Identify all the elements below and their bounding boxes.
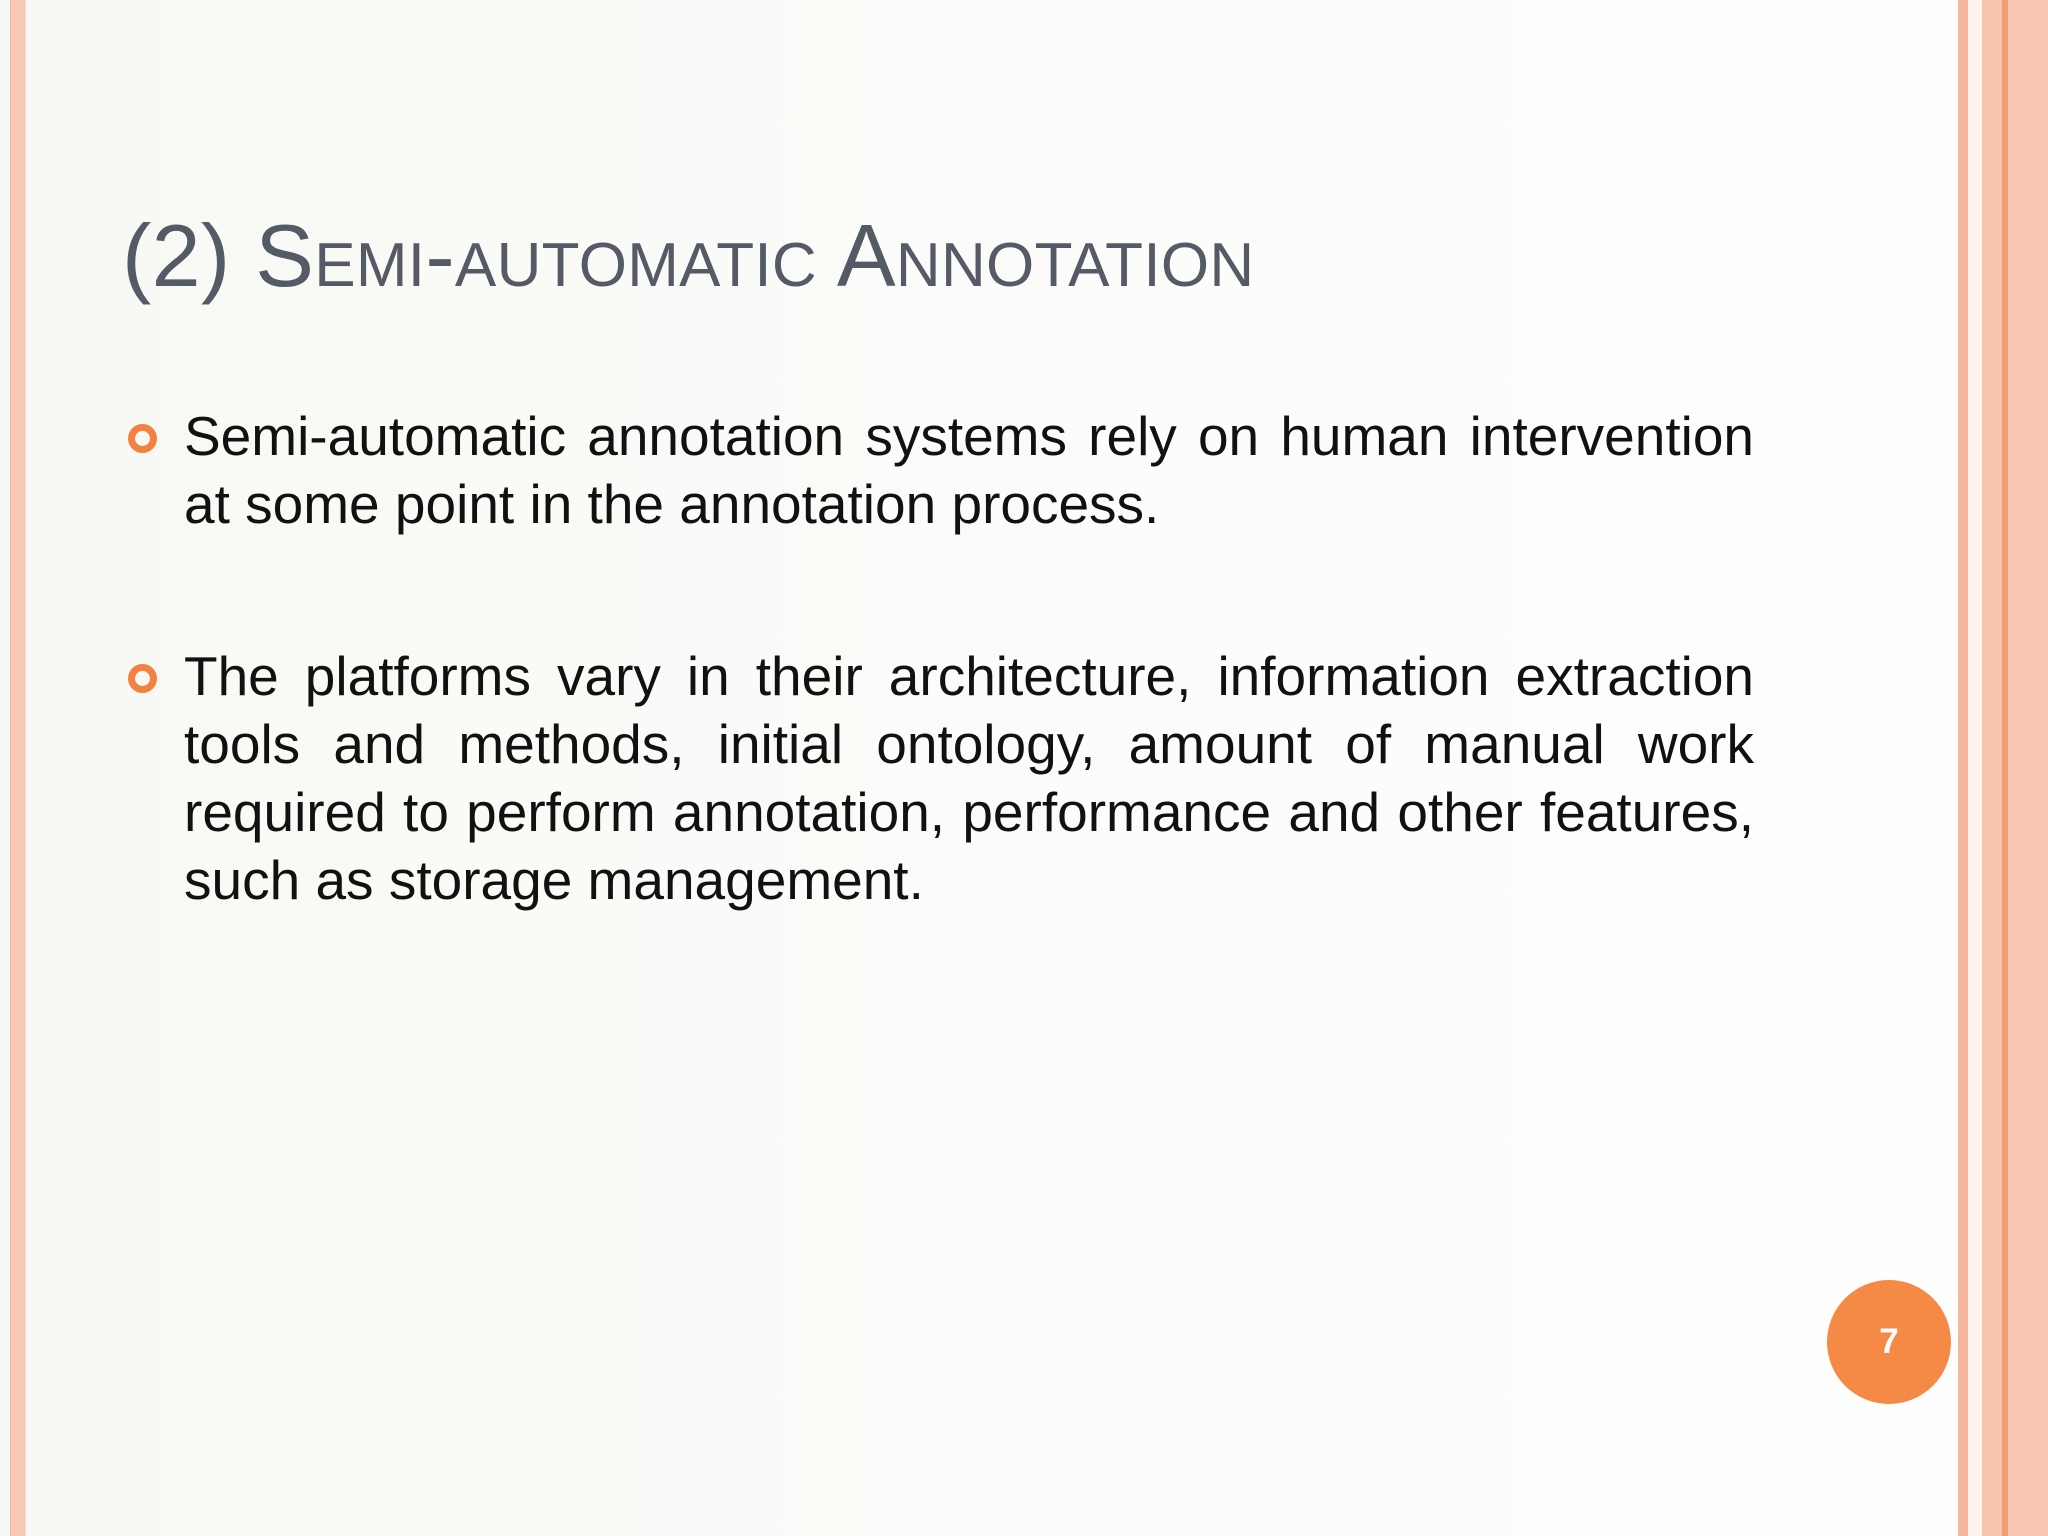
bullet-item [120, 402, 1754, 538]
bullet-text: The platforms vary in their architecture, information extraction tools and methods, initial ontology, amount of manual work required to perform annotation, performance and other features, such as storage management. [184, 645, 1754, 911]
right-decorative-stripe-3 [1982, 0, 2002, 1536]
right-decorative-stripe-1 [1958, 0, 1968, 1536]
slide-title: (2) Semi-automatic Annotation [122, 206, 1255, 305]
orange-ring-bullet-icon [128, 664, 157, 693]
orange-ring-bullet-icon [128, 424, 157, 453]
bullet-item [120, 642, 1754, 914]
page-number-badge: 7 [1827, 1280, 1951, 1404]
bullet-list [120, 402, 1754, 1018]
right-decorative-stripe-2 [1968, 0, 1982, 1536]
left-decorative-stripe [10, 0, 26, 1536]
right-decorative-stripe-5 [2008, 0, 2048, 1536]
bullet-text: Semi-automatic annotation systems rely on human intervention at some point in the annotation process. [184, 405, 1754, 535]
